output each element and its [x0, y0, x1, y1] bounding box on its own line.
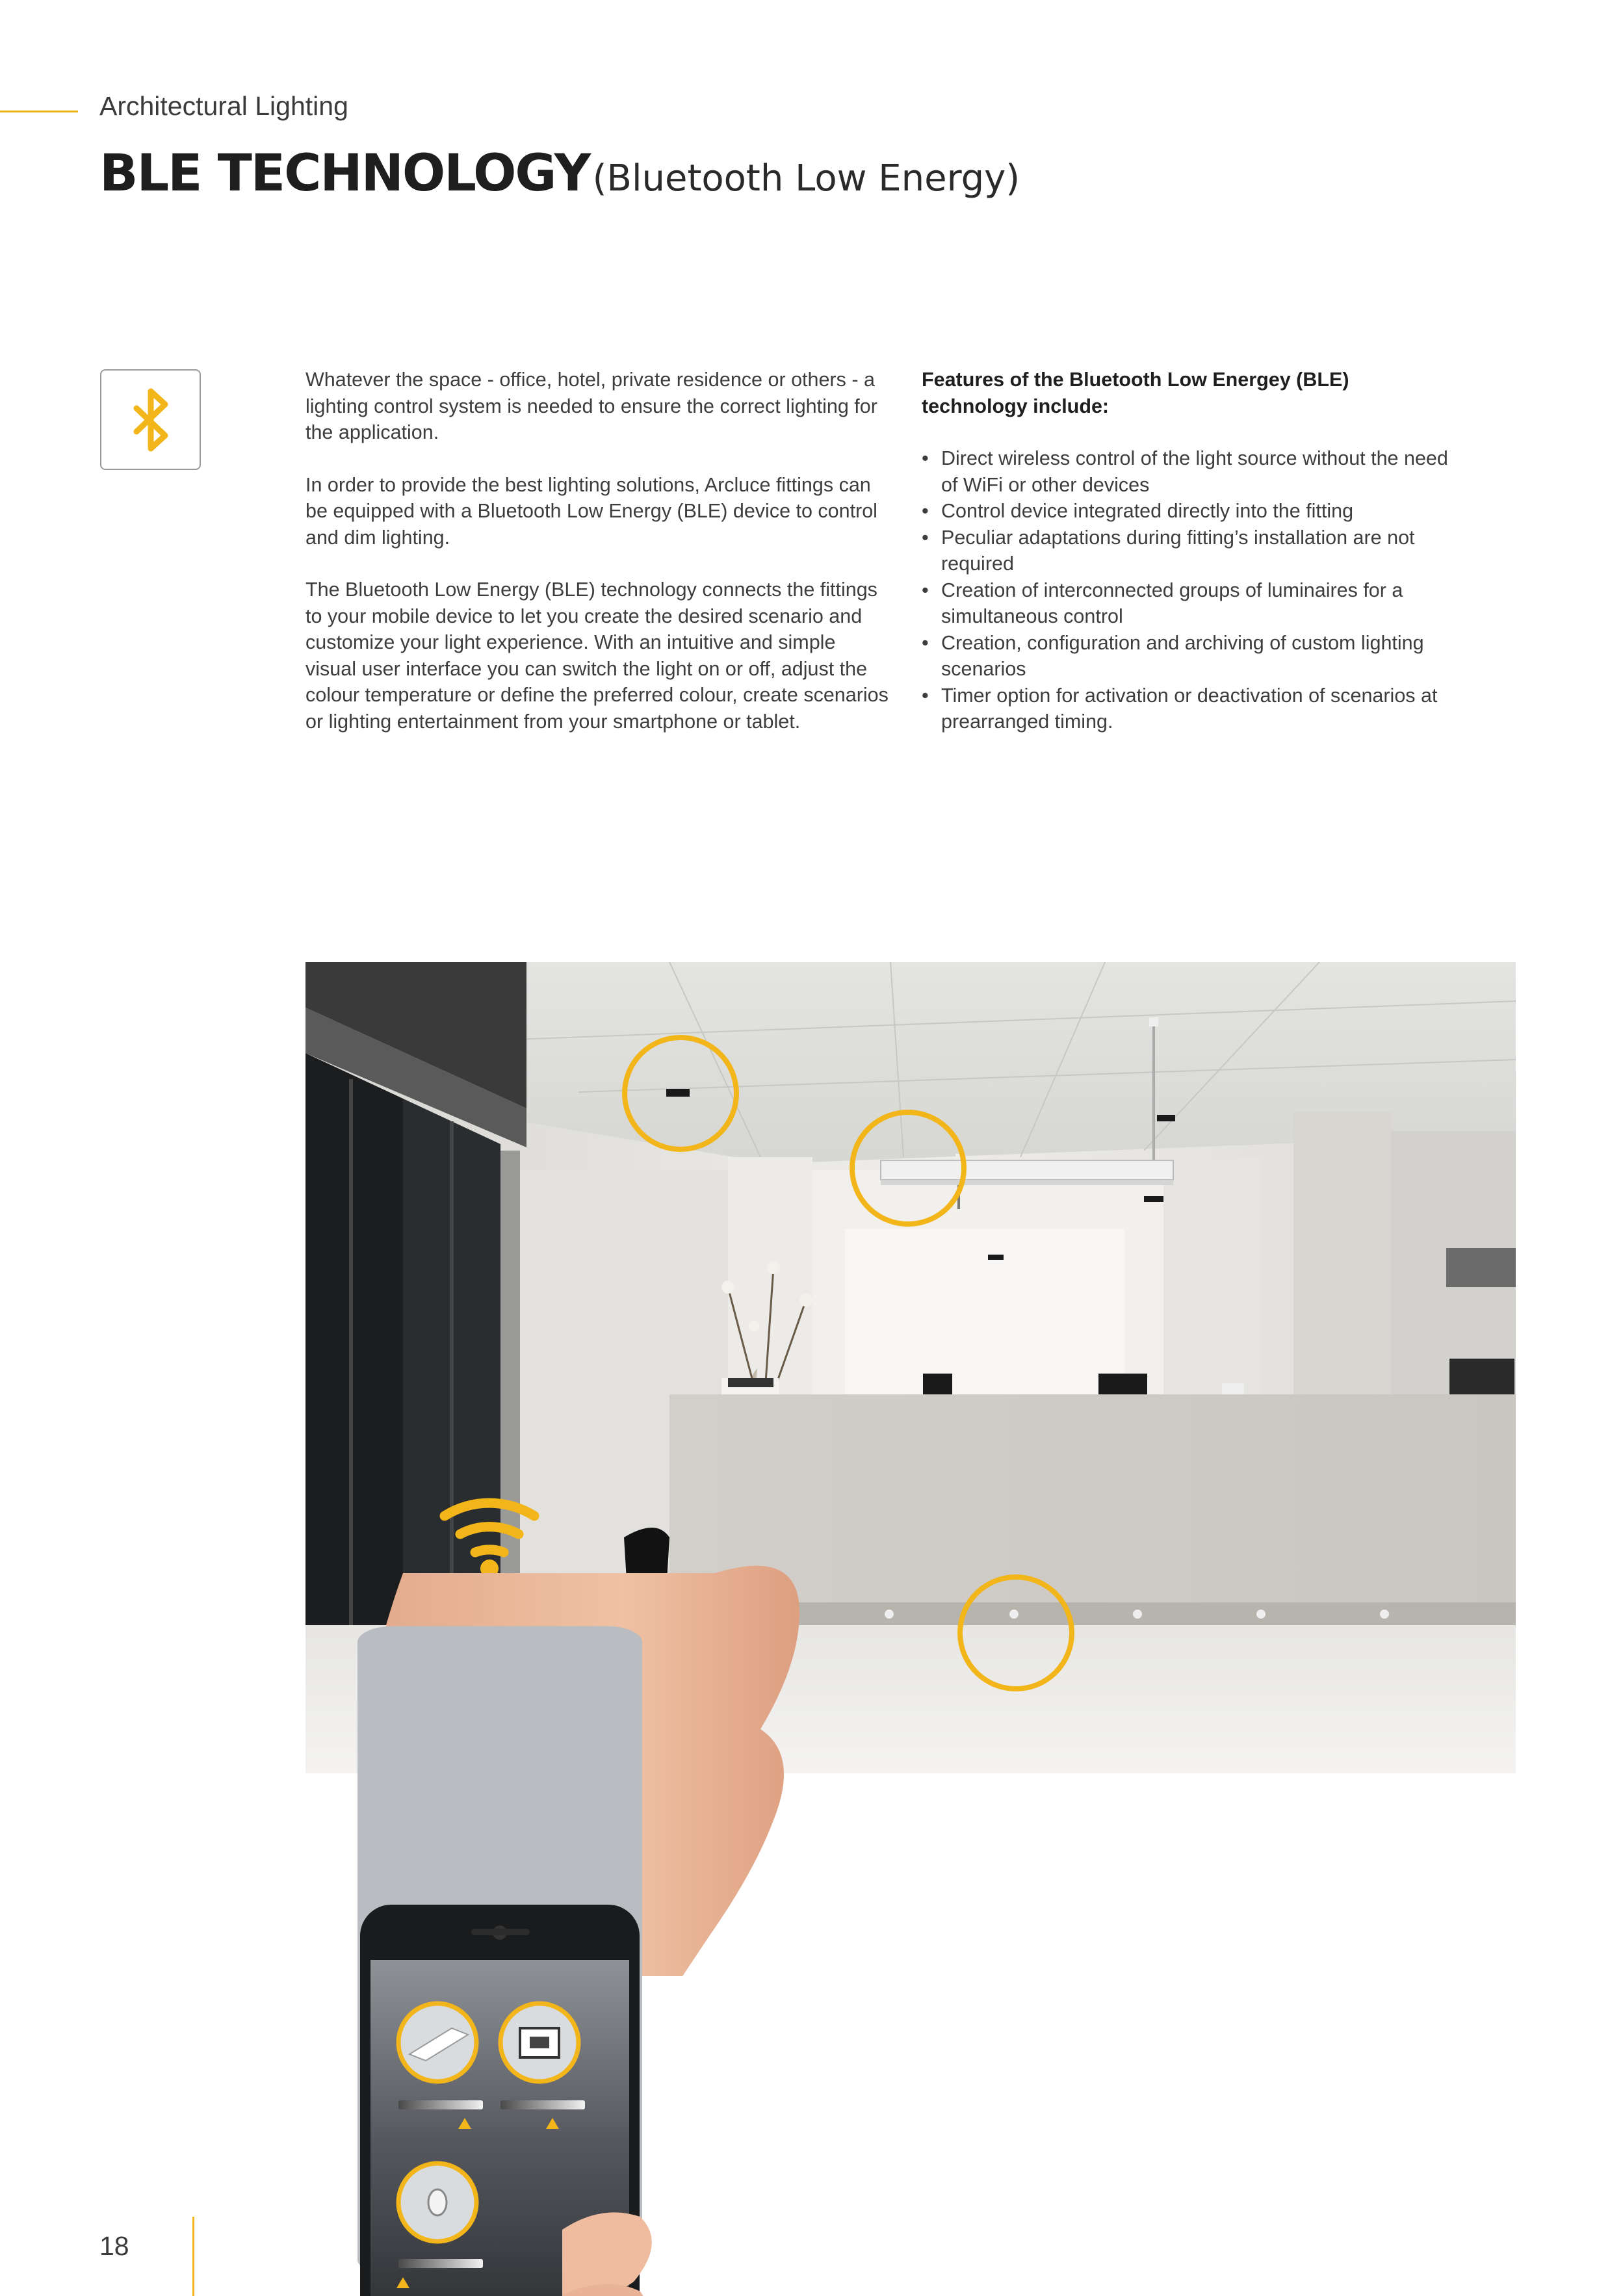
page-number: 18 [99, 2231, 129, 2261]
feature-item: • Creation of interconnected groups of luminaires for a simultaneous control [922, 577, 1455, 630]
features-heading: Features of the Bluetooth Low Energey (BLE) technology include: [922, 369, 1349, 417]
feature-item: • Peculiar adaptations during fitting’s installation are not required [922, 525, 1455, 577]
bluetooth-icon [101, 371, 200, 469]
page-title [99, 144, 1020, 203]
intro-paragraph: The Bluetooth Low Energy (BLE) technology connects the fittings to your mobile device to let you create the desired scenario and customize your light experience. With an intuitive and simple visual user interface you can switch the light on or off, adjust the colour temperature or define the preferred colour, create scenarios or lighting entertainment from your smartphone or tablet. [305, 579, 889, 733]
intro-column [305, 367, 890, 761]
features-list [922, 445, 1455, 735]
app-slider [398, 2259, 483, 2268]
app-slider [500, 2100, 585, 2109]
section-accent-rule [0, 111, 78, 112]
page-title-main: BLE TECHNOLOGY [99, 144, 590, 203]
page-title-sub: (Bluetooth Low Energy) [592, 157, 1020, 200]
intro-paragraph: In order to provide the best lighting solutions, Arcluce fittings can be equipped with a Bluetooth Low Energy (BLE) device to control and dim lighting. [305, 473, 877, 549]
features-column [922, 367, 1455, 735]
feature-item: • Control device integrated directly into the fitting [922, 498, 1455, 525]
feature-item: • Creation, configuration and archiving of custom lighting scenarios [922, 630, 1455, 683]
feature-item: • Timer option for activation or deactivation of scenarios at prearranged timing. [922, 683, 1455, 735]
bluetooth-icon-box [100, 369, 201, 470]
lobby-illustration [305, 962, 1516, 1773]
feature-item: • Direct wireless control of the light source without the need of WiFi or other devices [922, 445, 1455, 498]
app-slider [398, 2100, 483, 2109]
footer-accent-rule [192, 2217, 194, 2296]
section-label: Architectural Lighting [99, 91, 348, 121]
intro-paragraph: Whatever the space - office, hotel, private residence or others - a lighting control system is needed to ensure the correct lighting for the application. [305, 369, 877, 443]
